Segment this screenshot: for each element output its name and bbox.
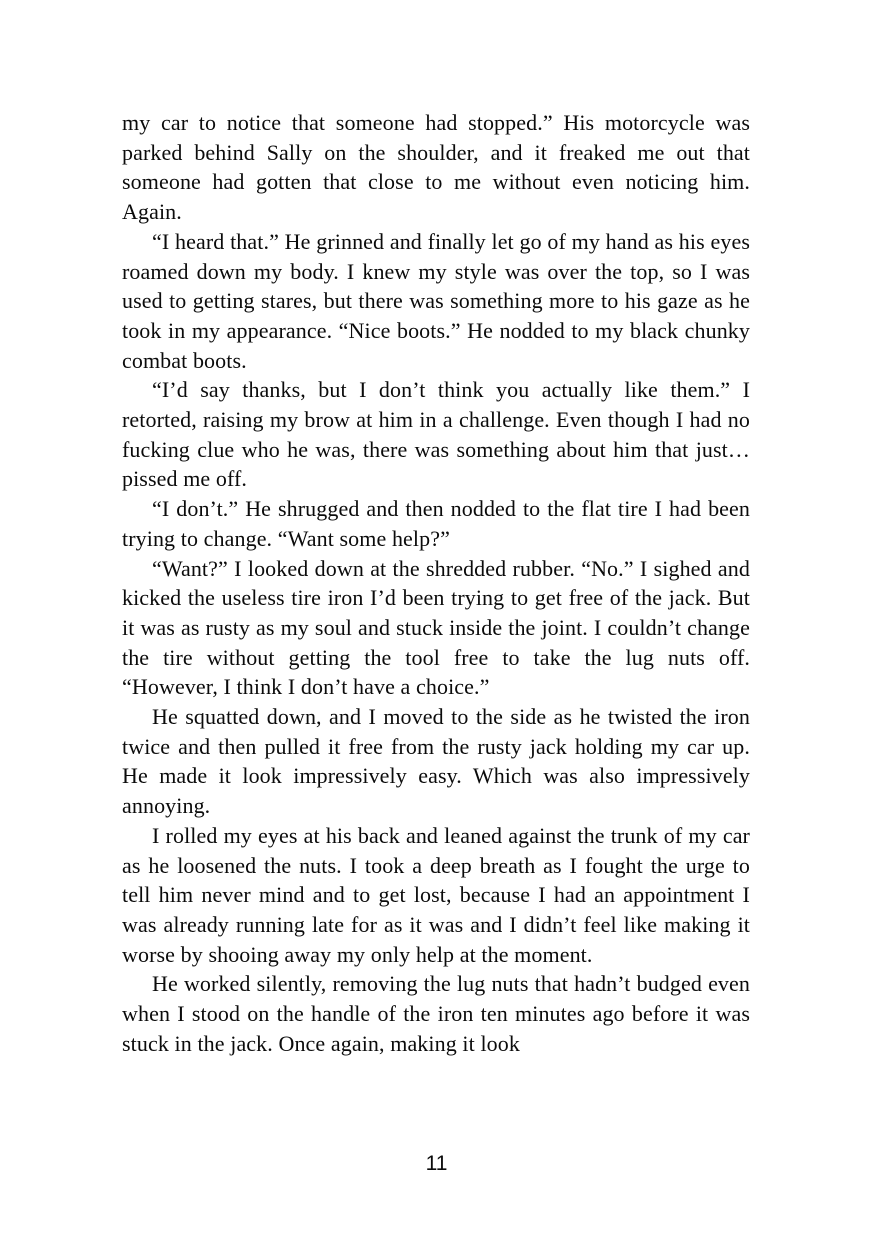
page-number: 11 [425,1152,448,1175]
paragraph: He worked silently, removing the lug nuts that hadn’t budged even when I stood on the handle of the iron ten minutes ago before it was stuck in the jack. Once again, making it look [122,971,750,1056]
body-text [122,108,750,1059]
paragraph: “I’d say thanks, but I don’t think you actually like them.” I retorted, raising my brow at him in a challenge. Even though I had no fucking clue who he was, there was something about him that just… pissed me off. [122,377,750,492]
paragraph: “I heard that.” He grinned and finally let go of my hand as his eyes roamed down my body. I knew my style was over the top, so I was used to getting stares, but there was something more to his gaze as he took in my appearance. “Nice boots.” He nodded to my black chunky combat boots. [122,228,750,373]
paragraph: I rolled my eyes at his back and leaned against the trunk of my car as he loosened the nuts. I took a deep breath as I fought the urge to tell him never mind and to get lost, because I had an appointment I was already running late for as it was and I didn’t feel like making it worse by shooing away my only help at the moment. [122,822,750,967]
paragraph: He squatted down, and I moved to the side as he twisted the iron twice and then pulled it free from the rusty jack holding my car up. He made it look impressively easy. Which was also impressively annoying. [122,704,750,819]
paragraph: my car to notice that someone had stopped.” His motorcycle was parked behind Sally on the shoulder, and it freaked me out that someone had gotten that close to me without even noticing him. Again. [122,110,750,225]
paragraph: “Want?” I looked down at the shredded rubber. “No.” I sighed and kicked the useless tire iron I’d been trying to get free of the jack. But it was as rusty as my soul and stuck inside the joint. I couldn’t change the tire without getting the tool free to take the lug nuts off. “However, I think I don’t have a choice.” [122,555,750,700]
paragraph: “I don’t.” He shrugged and then nodded to the flat tire I had been trying to change. “Want some help?” [122,496,750,551]
